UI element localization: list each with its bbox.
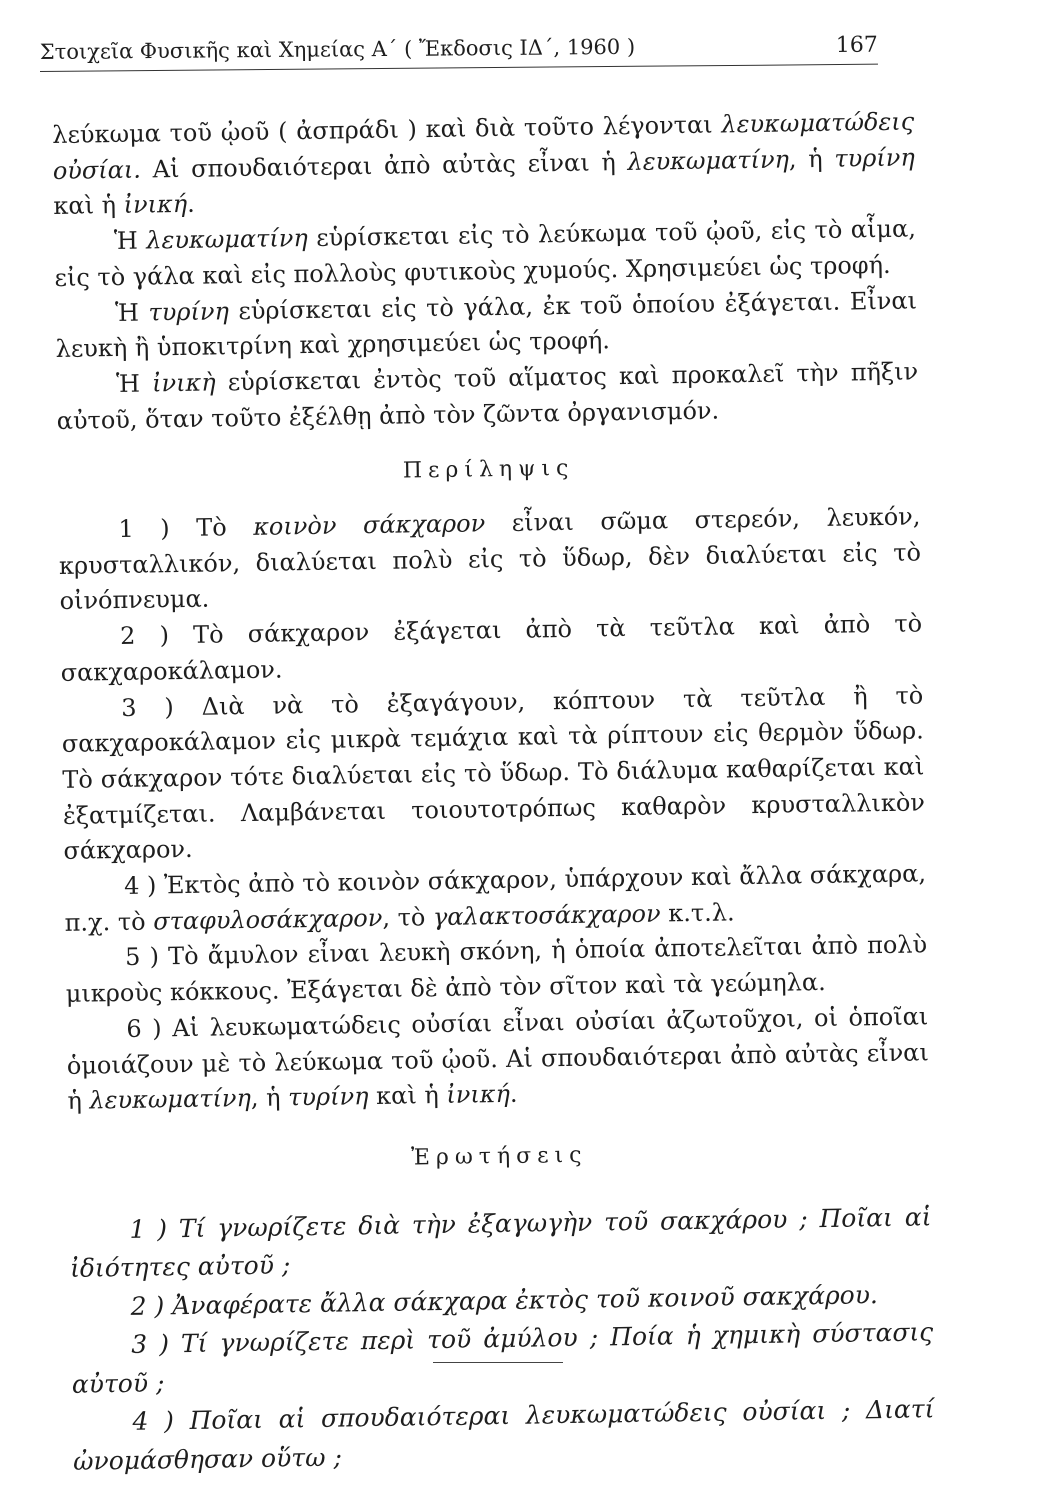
text-run: εὑρίσκεται εἰς τὸ γάλα, ἐκ τοῦ ὁποίου ἐξάγεται. Εἶναι λευκὴ ἢ ὑποκιτρίνη καὶ χρησιμεύει ὡς τροφή. xyxy=(55,285,918,364)
term: τυρίνη xyxy=(287,1082,369,1112)
term: ἰνική xyxy=(446,1080,511,1110)
item-number: 4 ) xyxy=(123,871,157,901)
summary-item-5 xyxy=(65,928,928,1013)
text-run: Ἡ xyxy=(113,226,147,256)
summary-item-4 xyxy=(64,856,927,941)
text-run: Τὸ σάκχαρον ἐξάγεται ἀπὸ τὰ τεῦτλα καὶ ἀπὸ τὸ σακχαροκάλαμον. xyxy=(60,609,923,687)
text-run: Ἡ xyxy=(115,369,153,398)
text-run: λεύκωμα τοῦ ᾠοῦ ( ἀσπράδι ) καὶ διὰ τοῦτο λέγονται xyxy=(52,110,722,149)
text-run: Αἱ λευκωματώδεις οὐσίαι εἶναι οὐσίαι ἀζωτοῦχοι, οἱ ὁποῖαι ὁμοιάζουν μὲ τὸ λεύκωμα τοῦ ᾠοῦ. Αἱ σπουδαιότεραι ἀπὸ αὐτὰς εἶναι ἡ xyxy=(66,1002,929,1116)
summary-item-2 xyxy=(60,607,923,692)
text-run: Τὸ ἄμυλον εἶναι λευκὴ σκόνη, ἡ ὁποία ἀποτελεῖται ἀπὸ πολὺ μικροὺς κόκκους. Ἐξάγεται δὲ ἀπὸ τὸν σῖτον καὶ τὰ γεώμηλα. xyxy=(65,930,928,1009)
item-number: 1 ) xyxy=(118,514,170,544)
item-number: 6 ) xyxy=(126,1014,162,1043)
term: τυρίνη xyxy=(148,296,230,327)
text-run: εὑρίσκεται εἰς τὸ λεύκωμα τοῦ ᾠοῦ, εἰς τὸ αἷμα, εἰς τὸ γάλα καὶ εἰς πολλοὺς φυτικοὺς χυμούς. Χρησιμεύει ὡς τροφή. xyxy=(54,214,917,292)
item-number: 2 ) xyxy=(119,621,170,651)
question-3: 3 ) Τί γνωρίζετε περὶ τοῦ ἀμύλου ; Ποία ἡ χημικὴ σύστασις αὐτοῦ ; xyxy=(71,1317,934,1399)
text-run: , ἡ xyxy=(250,1083,289,1113)
text-run: καὶ ἡ xyxy=(368,1081,447,1111)
summary-heading: Περίληψις xyxy=(402,456,575,484)
text-run: Διὰ νὰ τὸ ἐξαγάγουν, κόπτουν τὰ τεῦτλα ἢ τὸ σακχαροκάλαμον εἰς μικρὰ τεμάχια καὶ τὰ ρίπτουν εἰς θερμὸν ὕδωρ. Τὸ σάκχαρον τότε διαλύεται εἰς τὸ ὕδωρ. Τὸ διάλυμα καθαρίζεται καὶ ἐξατμίζεται. Λαμβάνεται τοιουτοτρόπως καθαρὸν κρυσταλλικὸν σάκχαρον. xyxy=(61,680,926,866)
item-number: 3 ) xyxy=(121,692,174,722)
term: κοινὸν σάκχαρον xyxy=(252,509,486,541)
running-header xyxy=(40,33,878,72)
term: σταφυλοσάκχαρον xyxy=(152,903,383,936)
text-run: , τὸ xyxy=(382,902,434,932)
end-rule xyxy=(433,1362,563,1363)
term: τυρίνη xyxy=(834,143,915,173)
text-run: εἶναι σῶμα στερεόν, λευκόν, κρυσταλλικόν, διαλύεται πολὺ εἰς τὸ ὕδωρ, δὲν διαλύεται εἰς τὸ οἰνόπνευμα. xyxy=(58,502,922,616)
page-body xyxy=(52,104,935,1481)
questions-heading: Ἐρωτήσεις xyxy=(410,1142,588,1171)
intro-paragraph-2 xyxy=(54,212,917,297)
question-4: 4 ) Ποῖαι αἱ σπουδαιότεραι λευκωματώδεις οὐσίαι ; Διατί ὠνομάσθησαν οὕτω ; xyxy=(72,1394,935,1476)
page-number: 167 xyxy=(835,32,878,59)
text-run: Ἐκτὸς ἀπὸ τὸ κοινὸν σάκχαρον, ὑπάρχουν καὶ ἄλλα σάκχαρα, π.χ. τὸ xyxy=(64,859,927,937)
text-run: . xyxy=(186,190,196,219)
question-2: 2 ) Ἀναφέρατε ἄλλα σάκχαρα ἐκτὸς τοῦ κοινοῦ σακχάρου. xyxy=(130,1279,879,1321)
term: λευκωματίνη xyxy=(146,224,308,255)
intro-paragraph-3 xyxy=(55,283,918,368)
term: λευκωματώδεις οὐσίαι. xyxy=(52,107,915,185)
text-run: Ἡ xyxy=(114,298,149,327)
summary-item-6 xyxy=(66,999,930,1120)
term: λευκωματίνη xyxy=(89,1084,252,1115)
text-run: εὑρίσκεται ἐντὸς τοῦ αἵματος καὶ προκαλεῖ τὴν πῆξιν αὐτοῦ, ὅταν τοῦτο ἐξέλθῃ ἀπὸ τὸν ζῶντα ὀργανισμόν. xyxy=(56,357,919,435)
text-run: καὶ ἡ xyxy=(53,191,124,221)
intro-paragraph-1 xyxy=(52,104,916,225)
text-run: , ἡ xyxy=(788,144,835,174)
text-run: . xyxy=(509,1080,518,1109)
text-run: Αἱ σπουδαιότεραι ἀπὸ αὐτὰς εἶναι ἡ xyxy=(140,147,628,184)
summary-item-1 xyxy=(58,499,922,620)
text-run: Τὸ xyxy=(169,512,254,543)
term: ἰνική xyxy=(123,190,188,220)
summary-item-3 xyxy=(61,678,926,870)
term: γαλακτοσάκχαρον xyxy=(432,899,661,931)
term: λευκωματίνη xyxy=(627,145,790,176)
text-run: κ.τ.λ. xyxy=(660,898,735,928)
header-title: Στοιχεῖα Φυσικῆς καὶ Χημείας Α΄ ( Ἔκδοσις ΙΔ΄, 1960 ) xyxy=(39,34,636,65)
intro-paragraph-4 xyxy=(56,354,919,439)
question-1: 1 ) Τί γνωρίζετε διὰ τὴν ἐξαγωγὴν τοῦ σακχάρου ; Ποῖαι αἱ ἰδιότητες αὐτοῦ ; xyxy=(69,1202,932,1284)
term: ἰνικὴ xyxy=(151,368,216,398)
item-number: 5 ) xyxy=(124,942,160,972)
